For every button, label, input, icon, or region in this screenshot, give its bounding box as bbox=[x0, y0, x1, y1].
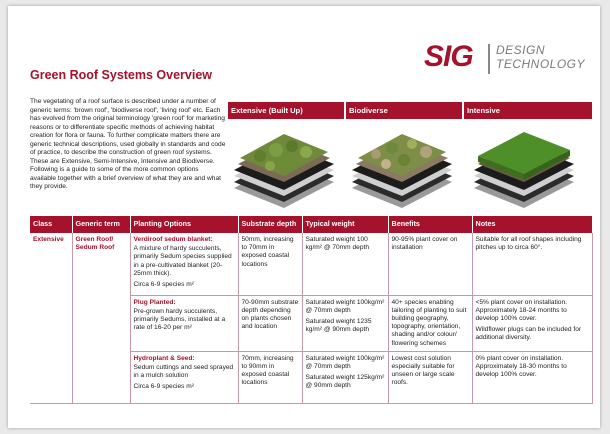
weight-value: Saturated weight 100 kg/m² @ 70mm depth bbox=[305, 236, 369, 252]
logo-line-design: DESIGN bbox=[496, 43, 546, 57]
planting-option-name: Plug Planted: bbox=[133, 298, 176, 306]
document-page bbox=[8, 6, 600, 428]
benefits-cell: Lowest cost solution especially suitable for unseen or large scale roofs. bbox=[388, 351, 472, 403]
weight-cell bbox=[302, 351, 388, 403]
substrate-cell: 70-90mm substrate depth depending on plants chosen and location bbox=[238, 295, 302, 351]
logo-wordmark bbox=[496, 43, 585, 71]
weight-value-secondary: Saturated weight 125kg/m² @ 90mm depth bbox=[305, 373, 385, 390]
header-substrate-depth: Substrate depth bbox=[238, 216, 302, 233]
table-header-row bbox=[30, 216, 592, 233]
planting-option-cell bbox=[130, 233, 238, 295]
extensive-roof-illustration bbox=[230, 122, 338, 208]
weight-cell bbox=[302, 233, 388, 295]
intensive-roof-illustration bbox=[470, 122, 578, 208]
header-typical-weight: Typical weight bbox=[302, 216, 388, 233]
intro-paragraph-1: The vegetating of a roof surface is described under a number of generic terms: 'brown roof', 'biodiverse roof', 'living roof' etc. Each has evolved from the original terminology 'green roof' for marketing reasons or to differentiate specific methods of achieving habitat creation for flora or fauna. To further complicate matters there are generic technical descriptions, used globally in standards and code of practice, to describe the construction of green roof systems. These are Extensive, Semi-Intensive, Intensive and Biodiverse. bbox=[30, 98, 226, 165]
planting-option-name: Verdiroof sedum blanket: bbox=[133, 236, 213, 243]
logo-brand: SIG bbox=[424, 40, 473, 73]
header-notes: Notes bbox=[472, 216, 592, 233]
planting-option-desc: Sedum cuttings and seed sprayed in a mulch solution bbox=[133, 363, 234, 379]
benefits-cell: 40+ species enabling tailoring of planting to suit building geography, topography, orientation, shading and/or colour/ flowering schemes bbox=[388, 295, 472, 351]
roof-type-heading-intensive: Intensive bbox=[464, 102, 592, 119]
logo-divider bbox=[488, 44, 490, 74]
planting-option-desc: Pre-grown hardy succulents, primarily Sedums, installed at a rate of 16-20 per m² bbox=[133, 307, 226, 332]
substrate-cell: 70mm, increasing to 90mm in exposed coastal locations bbox=[238, 351, 302, 403]
note-text-secondary: Wildflower plugs can be included for additional diversity. bbox=[475, 326, 582, 342]
header-planting-options: Planting Options bbox=[130, 216, 238, 233]
intro-text bbox=[30, 98, 226, 192]
class-cell: Extensive bbox=[30, 233, 72, 403]
planting-option-name: Hydroplant & Seed: bbox=[133, 354, 195, 362]
note-text: 0% plant cover on installation. Approximately 18-30 months to develop 100% cover. bbox=[475, 354, 567, 378]
biodiverse-roof-illustration bbox=[348, 122, 456, 208]
note-text: <5% plant cover on installation. Approximately 18-24 months to develop 100% cover. bbox=[475, 298, 567, 322]
weight-value: Saturated weight 100kg/m² @ 70mm depth bbox=[305, 354, 385, 370]
logo-line-technology: TECHNOLOGY bbox=[496, 57, 586, 71]
planting-option-cell bbox=[130, 351, 238, 403]
substrate-cell: 50mm, increasing to 70mm in exposed coastal locations bbox=[238, 233, 302, 295]
generic-term-cell: Green Roof/ Sedum Roof bbox=[72, 233, 130, 403]
intro-paragraph-2: Following is a guide to some of the more common options available together with a brief overview of what they are and what they provide. bbox=[30, 166, 221, 190]
sig-design-technology-logo bbox=[424, 40, 594, 80]
notes-cell bbox=[472, 233, 592, 295]
header-generic-term: Generic term bbox=[72, 216, 130, 233]
note-text: Suitable for all roof shapes including pitches up to circa 60°. bbox=[475, 236, 582, 252]
planting-option-desc: A mixture of hardy succulents, primarily Sedum species supplied in a pre-cultivated blanket (20-25mm thick). bbox=[133, 245, 232, 277]
roof-type-heading-extensive: Extensive (Built Up) bbox=[228, 102, 344, 119]
benefits-cell: 90-95% plant cover on installation bbox=[388, 233, 472, 295]
planting-option-species: Circa 6-9 species m² bbox=[133, 281, 194, 289]
header-class: Class bbox=[30, 216, 72, 233]
weight-value: Saturated weight 100kg/m² @ 70mm depth bbox=[305, 298, 385, 314]
notes-cell bbox=[472, 295, 592, 351]
green-roof-options-table bbox=[30, 216, 593, 404]
table-row bbox=[30, 233, 592, 295]
weight-cell bbox=[302, 295, 388, 351]
weight-value-secondary: Saturated weight 1235 kg/m² @ 90mm depth bbox=[305, 317, 372, 334]
planting-option-species: Circa 6-9 species m² bbox=[133, 383, 194, 391]
header-benefits: Benefits bbox=[388, 216, 472, 233]
notes-cell bbox=[472, 351, 592, 403]
roof-type-heading-biodiverse: Biodiverse bbox=[346, 102, 462, 119]
planting-option-cell bbox=[130, 295, 238, 351]
page-title: Green Roof Systems Overview bbox=[30, 68, 213, 82]
